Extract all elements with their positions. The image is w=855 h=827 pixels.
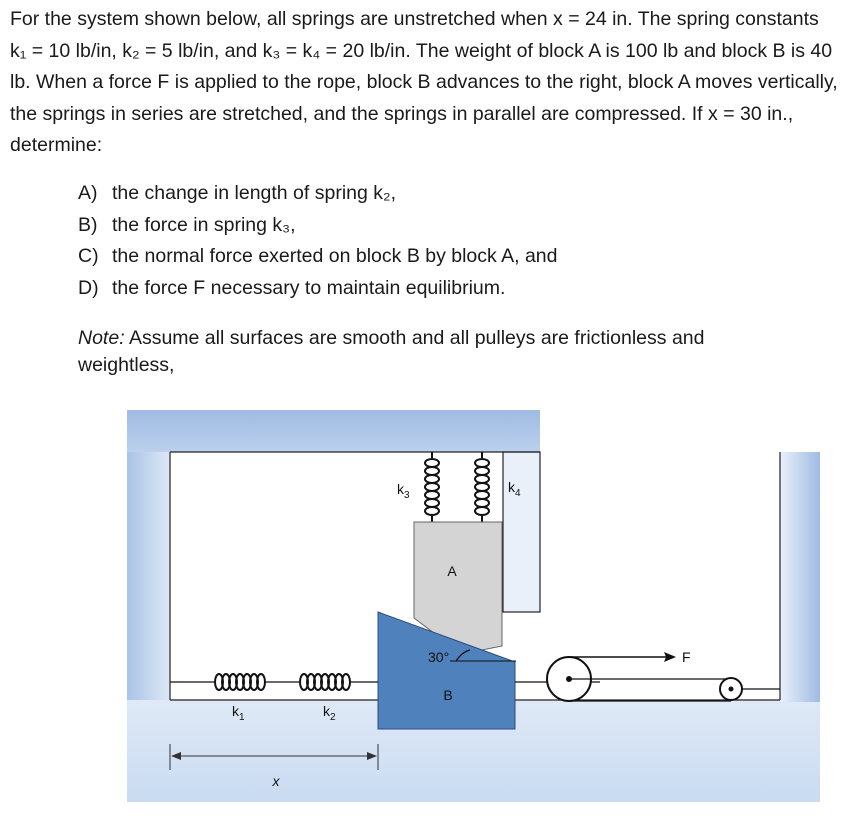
guide-wall [503,452,540,612]
label-b: B [443,687,453,703]
note [78,325,778,379]
label-k1: $k_1$ [232,703,245,723]
mechanism-diagram [0,400,855,820]
question-item [78,178,558,210]
label-angle: 30° [428,649,450,665]
problem-statement: For the system shown below, all springs are unstretched when x = 24 in. The spring constants k₁ = 10 lb/in, k₂ = 5 lb/in, and k₃ = k₄ = 20 lb/in. The weight of block A is 100 lb and block B is 40 lb. When a force F is applied to the rope, block B advances to the right, block A moves vertically, the springs in series are stretched, and the springs in parallel are compressed. If x = 30 in., determine: [10,8,838,156]
spring-k3 [425,452,439,522]
question-text: the normal force exerted on block B by block A, and [112,245,558,267]
spring-k4 [475,452,489,522]
spring-k1 [215,674,265,690]
label-k2: $k_2$ [323,703,336,723]
question-item [78,210,558,242]
question-text: the force F necessary to maintain equilibrium. [112,276,506,299]
label-x: x [272,773,280,789]
label-a: A [447,563,457,579]
question-text: the change in length of spring k₂, [112,182,397,204]
right-wall [780,452,820,702]
question-letter: A) [78,182,98,204]
label-k4: $k_4$ [508,479,521,499]
question-text: the force in spring k₃, [112,213,296,236]
question-letter: D) [78,276,99,299]
question-letter: B) [78,213,98,236]
question-item [78,273,558,305]
question-letter: C) [78,245,99,267]
note-label: Note: [78,327,125,349]
question-item [78,241,558,273]
note-text: Assume all surfaces are smooth and all pulleys are frictionless and weightless, [78,327,705,376]
ceiling [127,410,540,452]
pulley-small-axle [729,687,734,692]
question-list [78,178,558,304]
label-f: F [682,649,691,665]
label-k3: $k_3$ [397,481,410,501]
spring-k2 [300,674,350,690]
